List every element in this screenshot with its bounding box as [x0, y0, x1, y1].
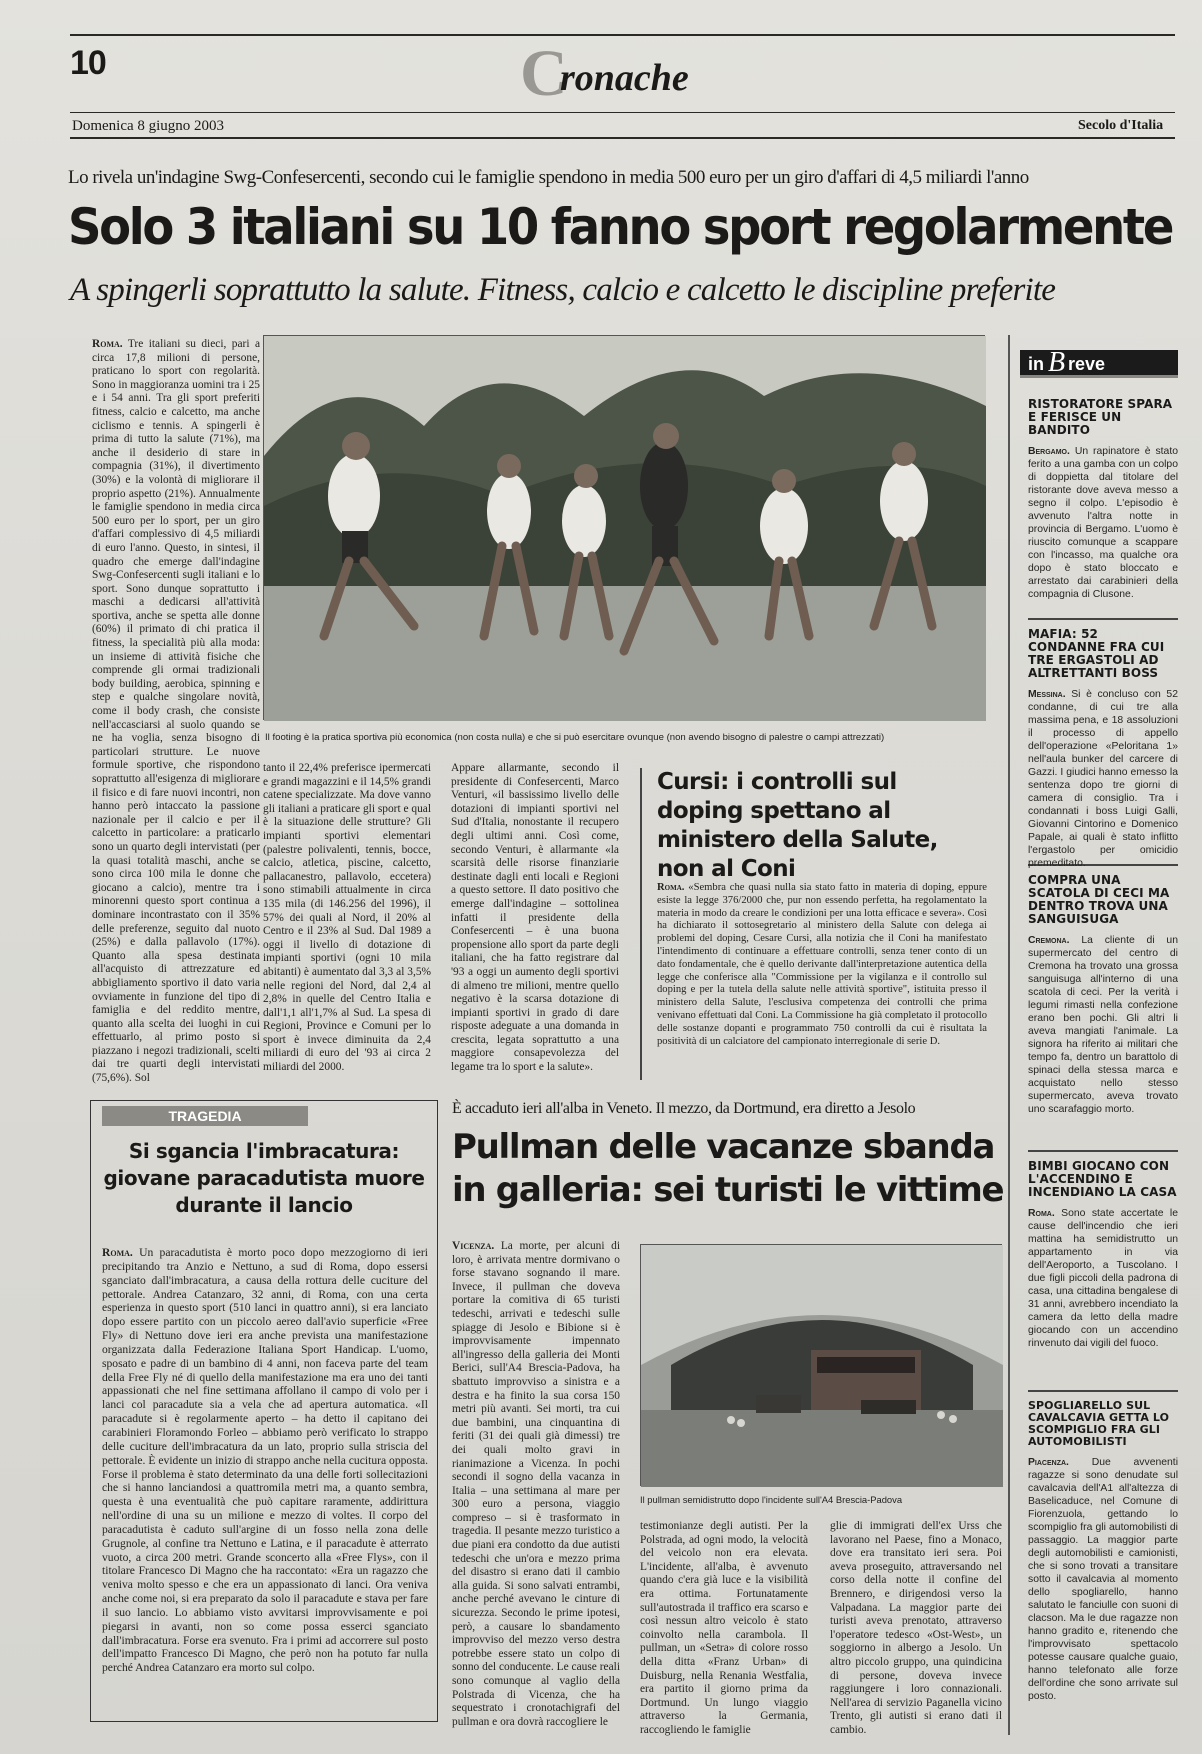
pullman-headline: Pullman delle vacanze sbanda in galleria: sei turisti le vittime [452, 1127, 1004, 1210]
cursi-body [657, 882, 987, 1072]
tragedia-lead-word: Roma. [102, 1246, 133, 1259]
brief-lead: Piacenza. [1028, 1457, 1069, 1468]
in-breve-logo-b: B [1048, 347, 1066, 378]
section-title [520, 37, 740, 110]
brief-item [1028, 874, 1178, 1142]
brief-title: COMPRA UNA SCATOLA DI CECI MA DENTRO TROVA UNA SANGUISUGA [1028, 873, 1170, 926]
brief-item [1028, 1400, 1178, 1706]
main-headline: Solo 3 italiani su 10 fanno sport regolarmente [68, 198, 1173, 256]
brief-body [1028, 688, 1178, 869]
top-rule [70, 34, 1175, 36]
section-initial: C [520, 37, 568, 110]
newspaper-name: Secolo d'Italia [1078, 118, 1164, 133]
in-breve-logo-in: in [1028, 354, 1044, 374]
main-subheadline: A spingerli soprattutto la salute. Fitness, calcio e calcetto le discipline preferite [70, 272, 1056, 308]
section-name: ronache [560, 57, 689, 99]
cursi-headline: Cursi: i controlli sul doping spettano al ministero della Salute, non al Coni [657, 769, 938, 882]
brief-lead: Cremona. [1028, 935, 1070, 946]
brief-divider [1028, 1150, 1178, 1152]
pullman-col3: glie di immigrati dell'ex Urss che lavorano nel Paese, fino a Monaco, dove era transitato ieri sera. Poi aveva proseguito, attraversando nel corso della notte il confine del Brennero, e dirigendosi verso la Valpadana. La maggior parte dei turisti aveva prenotato, attraverso l'operatore tedesco «Ost-West», un soggiorno in albergo a Jesolo. Un altro piccolo gruppo, una quindicina di persone, doveva invece raggiungere i loro connazionali. Nell'area di servizio Paganella vicino Trento, gli autisti si erano dati il cambio. [830, 1520, 1002, 1736]
issue-date: Domenica 8 giugno 2003 [72, 118, 225, 134]
main-story-col1 [92, 338, 260, 1085]
brief-title: SPOGLIARELLO SUL CAVALCAVIA GETTA LO SCOMPIGLIO FRA GLI AUTOMOBILISTI [1028, 1399, 1170, 1448]
cursi-text: «Sembra che quasi nulla sia stato fatto in materia di doping, eppure esiste la legge 376/2000 che, pur non essendo perfetta, ha regolamentato la materia in modo da creare le condizioni per una lotta efficace e severa». Così ha dichiarato il sottosegretario al ministero della Salute con delega ai problemi del doping, Cesare Cursi, alla notizia che il Coni ha manifestato l'intendimento di continuare a effettuare controlli, senza tener conto di un dato fondamentale, che è quello derivante dall'interpretazione autentica della legge che conferisce alla "Commissione per la vigilanza e il controllo sul doping e per la tutela della salute nelle attività sportive", istituita presso il ministero della Salute, l'esclusiva competenza dei controlli che prima venivano effettuati dal Coni. La Commissione ha già completato il protocollo delle sostanze dopanti e programmato 750 controlli da cui è risultata la positività di un calciatore del campionato interregionale di serie D. [657, 882, 987, 1047]
brief-lead: Roma. [1028, 1208, 1055, 1219]
brief-text: La cliente di un supermercato del centro di Cremona ha trovato una grossa sanguisuga all'interno di una scatola di ceci. Per la verità i legumi rimasti nella confezione erano ben pochi. Gli altri li aveva mangiati l'animale. La signora ha riferito ai militari che tempo fa, dentro un barattolo di spinaci della stessa marca e acquistato nello stesso supermercato, aveva trovato uno scarafaggio morto. [1028, 935, 1178, 1115]
main-col1-text: Tre italiani su dieci, pari a circa 17,8 milioni di persone, praticano lo sport con regolarità. Sono in maggioranza uomini tra i 25 e i 54 anni. Tra gli sport preferiti fitness, calcio e calcetto, ma anche ciclismo e tennis. A spingerli è prima di tutto la salute (71%), ma anche il desiderio di stare in compagnia (31%), il divertimento (30%) e la volontà di migliorare il proprio aspetto (21%). Annualmente le famiglie spendono in media circa 500 euro per lo sport, per un giro d'affari complessivo di 4,5 miliardi di euro l'anno. Questo, in sintesi, il quadro che emerge dall'indagine Swg-Confesercenti sugli italiani e lo sport. Sono dunque soprattutto i maschi a dedicarsi all'attività sportiva, anche se spetta alle donne (60%) il primato di chi pratica il fitness, la specialità più alla moda: un insieme di attività fisiche che comprende gli ormai tradizionali body building, aerobica, spinning e step e qualche singolare novità, come il body crash, che consiste nell'accasciarsi al suolo quando se ne ha voglia, senza bisogno di particolari strutture. Le nuove formule sportive, che rispondono soprattutto all'esigenza di migliorare il fisico e di fare nuovi incontri, non hanno però intaccato la passione nazionale per il calcio e per il calcetto in particolare: a praticarlo sono un quarto degli intervistati (per la quasi totalità maschi, anche se sono circa 100 mila le donne che giocano a calcio), mentre tra i minorenni questo sport continua a dominare incontrastato con il 35% delle preferenze, seguito dal nuoto (25%) e dalla pallavolo (17%). Quanto alla spesa destinata all'acquisto di attrezzature ed abbigliamento sportivo il dato varia ovviamente in funzione del tipo di famiglia e del reddito mentre, quanto alla scelta dei luoghi in cui effettuarlo, al primo posto si piazzano i negozi tradizionali, scelti dai tre quarti degli intervistati (75,6%). Sol [92, 338, 260, 1085]
brief-lead: Bergamo. [1028, 446, 1070, 457]
brief-body [1028, 1456, 1178, 1706]
pullman-lead-word: Vicenza. [452, 1240, 495, 1252]
tragedia-label: TRAGEDIA [102, 1106, 308, 1126]
brief-body [1028, 1207, 1178, 1382]
pullman-col1-text: La morte, per alcuni di loro, è arrivata mentre dormivano o forse stavano sognando il mare. Invece, il pullman che doveva portare la comitiva di 65 turisti tedeschi, arrivati e tedeschi sulle spiagge di Jesolo e Bibione si è improvvisamente impennato all'ingresso della galleria dei Monti Berici, sull'A4 Brescia-Padova, ha sbattuto improvviso a sinistra e a destra e ha finito la sua corsa 150 metri più avanti. Sei morti, tra cui due bambini, una cinquantina di feriti (31 dei quali già dimessi) tre dei quali molto gravi in rianimazione a Vicenza. In pochi secondi il sogno della vacanza in Italia – una settimana al mare per 300 euro a persona, viaggio compreso – si è trasformato in tragedia. Il pesante mezzo turistico a due piani era condotto da due autisti tedeschi che un'ora e mezzo prima del disastro si erano dati il cambio alla guida. Si sono salvati entrambi, anche perché avevano le cinture di sicurezza. Secondo le prime ipotesi, però, a causare lo sbandamento improvviso del mezzo verso destra potrebbe essere stato un colpo di sonno del conducente. Le cause reali sono comunque al vaglio della Polstrada di Vicenza, che ha sequestrato i cronotachigrafi del pullman e ora dovrà raccogliere le [452, 1240, 620, 1728]
brief-text: Sono state accertate le cause dell'incendio che ieri mattina ha semidistrutto un appartamento in via dell'Aeroporto, a Tuscolano. I due figli piccoli della padrona di casa, una cittadina bengalese di 31 anni, avrebbero incendiato la camera da letto della madre giocando con un accendino rinvenuto dai vigili del fuoco. [1028, 1208, 1179, 1349]
pullman-col1 [452, 1240, 620, 1728]
cursi-lead-word: Roma. [657, 882, 685, 893]
tragedia-headline: Si sgancia l'imbracatura: giovane paracadutista muore durante il lancio [103, 1139, 425, 1217]
main-lead-word: Roma. [92, 338, 123, 350]
header-bottom-rule [70, 137, 1175, 139]
brief-title: MAFIA: 52 CONDANNE FRA CUI TRE ERGASTOLI AD ALTRETTANTI BOSS [1028, 627, 1165, 680]
tragedia-text: Un paracadutista è morto poco dopo mezzogiorno di ieri precipitando tra Anzio e Nettuno, a sud di Roma, dopo essersi sganciato dall'imbracatura, a causa della rottura delle cuciture del pettorale. Andrea Catanzaro, 32 anni, di Roma, con una certa esperienza in questo sport (510 lanci in quattro anni), si era lanciato dopo essere partito con un piccolo aereo dall'avio superficie «Free Fly» di Nettuno dove ieri era anche prevista una manifestazione organizzata dalla Federazione Italiana Sport Handicap. L'uomo, sposato e padre di un bambino di 4 anni, non faceva parte del team della Free Fly né di quello della manifestazione ma era uno dei tanti appassionati che nel fine settimana affollano il campo di volo per i lanci col paracadute sia a vela che ad apertura automatica. «Il paracadute si è regolarmente aperto – ha detto il capitano dei carabinieri Floramondo Forleo – abbiamo però verificato lo strappo delle cuciture dell'imbracatura da un lato, proprio sulla striscia del pettorale. È evidente un inizio di strappo anche nella cucitura opposta. Forse il problema è stato determinato da una delle forti sollecitazioni che si hanno lanciandosi a quattromila metri ma, a quanto sembra, questa è una eventualità che può capitare raramente, addirittura nell'ordine di una su un milione e mezzo di voltes. Il corpo del paracadutista è caduto sull'argine di un fosso nella zona delle Grugnole, al confine tra Nettuno e Latina, e il paracadute è atterrato vuoto, a circa 200 metri. Grande sconcerto alla «Free Flys», con il titolare Francesco Di Magno che ha raccontato: «Era un ragazzo che veniva molto spesso e che era un appassionato di lanci. Ora veniva anche come noi, si era preparato da solo il paracadute e stava per fare il suo lancio. Lo abbiamo visto avvitarsi improvvisamente e poi piegarsi in avanti, non so come possa esserci sganciato dall'imbracatura. Forse era svenuto. Fra i primi ad accorrere sul posto dell'impatto Francesco Di Magno, che però non ha potuto far nulla perché Andrea Catanzaro era morto sul colpo. [102, 1246, 428, 1675]
tunnel-crash-illustration [641, 1245, 1003, 1487]
pullman-photo-caption: Il pullman semidistrutto dopo l'incidente sull'A4 Brescia-Padova [640, 1494, 903, 1505]
brief-body [1028, 934, 1178, 1142]
main-story-col3: Appare allarmante, secondo il presidente di Confesercenti, Marco Venturi, «il bassissimo livello delle dotazioni di impianti sportivi nel Sud d'Italia, nonostante il recupero degli ultimi anni. Così come, secondo Venturi, è allarmante «la scarsità delle risorse finanziarie destinate dagli enti locali e Regioni a questo settore. Il dato positivo che emerge dall'indagine – sottolinea infatti il presidente della Confesercenti – è una buona propensione allo sport da parte degli italiani, che ha fatto registrare dal '93 a oggi un aumento degli sportivi di almeno tre milioni, mentre quello negativo è la scarsa dotazione di impianti sportivi in grado di dare risposte adeguate a una domanda in crescita, legata soprattutto a una maggiore consapevolezza del legame tra lo sport e la salute». [451, 762, 619, 1074]
in-breve-logo-rest: reve [1068, 354, 1106, 374]
brief-item [1028, 1160, 1178, 1382]
runners-illustration [264, 336, 986, 721]
pullman-col2: testimonianze degli autisti. Per la Polstrada, ad ogni modo, la velocità del veicolo non era elevata. L'incidente, all'alba, è avvenuto quando c'era già luce e la visibilità era ottima. Fortunatamente sull'autostrada il traffico era scarso e così nessun altro veicolo è stato coinvolto nella carambola. Il pullman, un «Setra» di colore rosso della ditta «Franz Urban» di Duisburg, nella Renania Westfalia, era partito il giorno prima da Dortmund. Un lungo viaggio attraverso la Germania, raccogliendo le famiglie [640, 1520, 808, 1736]
brief-divider [1028, 1390, 1178, 1392]
brief-title: RISTORATORE SPARA E FERISCE UN BANDITO [1028, 397, 1173, 437]
brief-item [1028, 398, 1178, 610]
cursi-left-rule [640, 768, 642, 1080]
brief-lead: Messina. [1028, 689, 1066, 700]
main-photo-runners [263, 335, 985, 720]
main-story-col2: tanto il 22,4% preferisce ipermercati e grandi magazzini e il 14,5% grandi catene specializzate. Ma dove vanno gli italiani a praticare gli sport e qual è la situazione delle strutture? Gli impianti sportivi elementari (palestre polivalenti, tennis, bocce, calcio, atletica, piscine, calcetto, pallacanestro, pallavolo, eccetera) sono stimabili attualmente in circa 135 mila (di 146.256 del 1996), il 57% dei quali al Nord, il 20% al Centro e il 23% al Sud. Dal 1989 a oggi il livello di dotazione di impianti sportivi (ogni 10 mila abitanti) è aumentato dal 3,3 al 3,5% nelle regioni del Nord, dal 2,4 al 2,8% in quelle del Centro Italia e dall'1,1 all'1,7% al Sud. La spesa di Regioni, Province e Comuni per lo sport è invece diminuita da 2,4 miliardi di euro del '93 ai circa 2 miliardi del 2000. [263, 762, 431, 1074]
brief-list [1028, 398, 1178, 1706]
pullman-photo [640, 1244, 1002, 1486]
brief-text: Due avvenenti ragazze si sono denudate sul cavalcavia dell'A1 all'altezza di Baselicaduce, nel Comune di Fiorenzuola, gettando lo scompiglio fra gli automobilisti di passaggio. La maggior parte degli automobilisti e camionisti, che si sono trovati a transitare sotto il cavalcavia al momento dello spogliarello, hanno salutato le fanciulle con suoni di clacson. Ma le due ragazze non hanno gradito e, ritenendo che l'improvvisato spettacolo potesse causare qualche guaio, hanno telefonato alle forze dell'ordine che sono arrivate sul posto. [1028, 1457, 1178, 1702]
brief-item [1028, 627, 1178, 869]
main-photo-caption: Il footing è la pratica sportiva più economica (non costa nulla) e che si può esercitare ovunque (non avendo bisogno di palestre o campi attrezzati) [265, 732, 885, 743]
brief-body [1028, 445, 1178, 610]
brief-divider [1028, 618, 1178, 620]
in-breve-logo [1020, 347, 1178, 378]
brief-text: Un rapinatore è stato ferito a una gamba con un colpo di doppietta dal titolare del ristorante dove aveva messo a segno il colpo. L'episodio è avvenuto l'altra notte in provincia di Bergamo. L'uomo è riuscito comunque a scappare con l'incasso, ma qualche ora dopo è stato bloccato e arrestato dai carabinieri della compagnia di Clusone. [1028, 446, 1178, 600]
brief-text: Si è concluso con 52 condanne, di cui tre alla massima pena, e 18 assoluzioni il processo di appello dell'operazione «Peloritana 1» nell'aula bunker del carcere di Gazzi. I giudici hanno emesso la sentenza dopo tre giorni di camera di consiglio. Tra i condannati i boss Luigi Galli, Giovanni Cintorino e Domenico Papale, ai quali è stato inflitto l'ergastolo per omicidio premeditato. [1028, 689, 1178, 869]
pullman-kicker: È accaduto ieri all'alba in Veneto. Il mezzo, da Dortmund, era diretto a Jesolo [452, 1100, 916, 1117]
main-kicker: Lo rivela un'indagine Swg-Confesercenti, secondo cui le famiglie spendono in media 500 euro per un giro d'affari di 4,5 miliardi l'anno [68, 167, 1029, 188]
tragedia-body [102, 1246, 428, 1714]
header-thin-rule [70, 112, 1175, 113]
brief-title: BIMBI GIOCANO CON L'ACCENDINO E INCENDIANO LA CASA [1028, 1159, 1177, 1199]
page-number: 10 [70, 44, 106, 82]
